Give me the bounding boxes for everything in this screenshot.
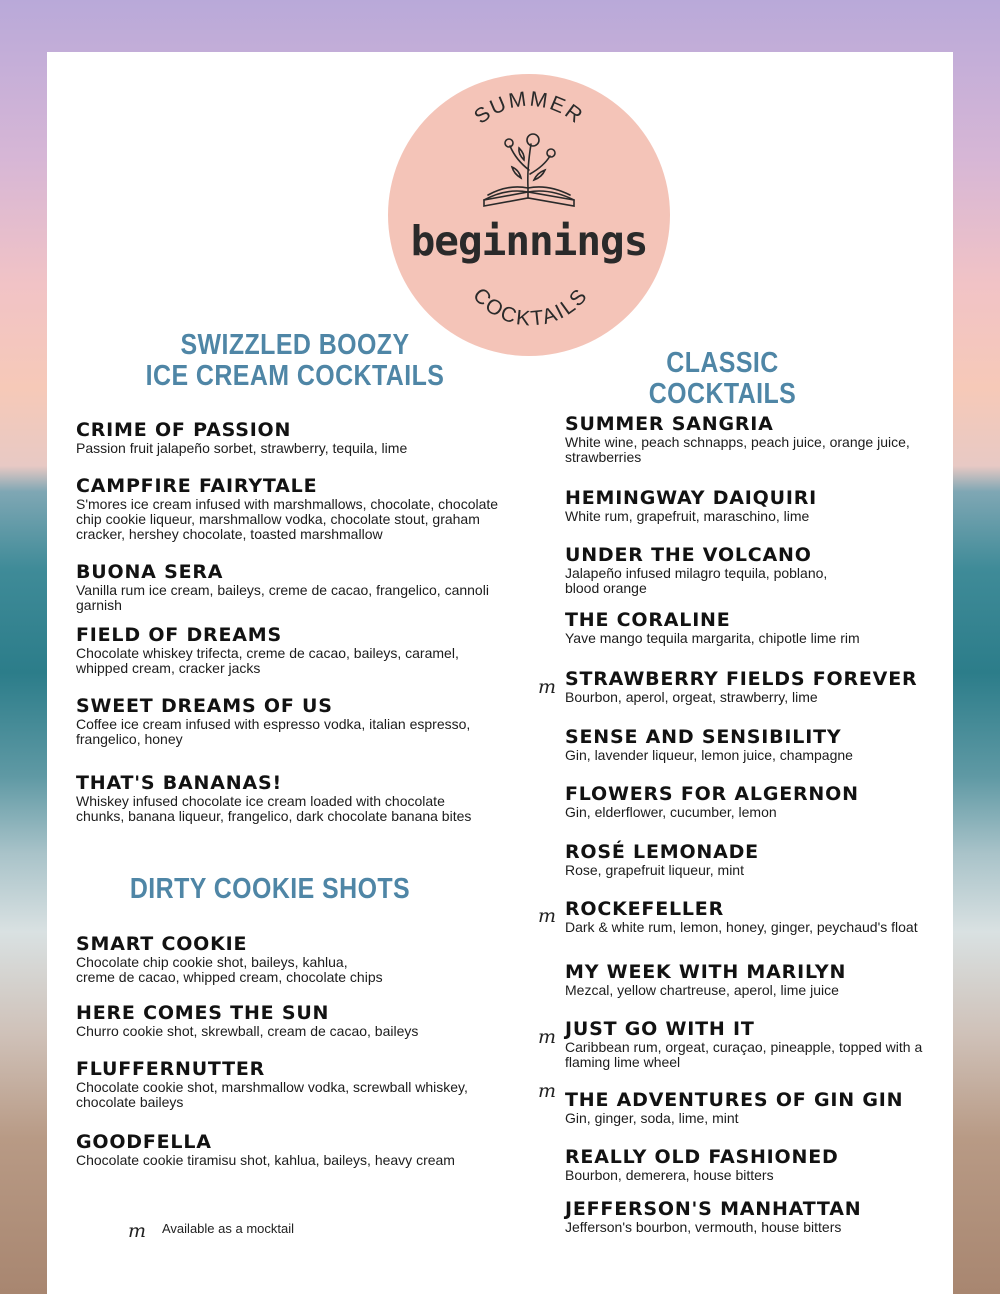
item-name: HERE COMES THE SUN — [76, 1002, 330, 1024]
item-desc: Passion fruit jalapeño sorbet, strawberry, tequila, lime — [76, 440, 408, 456]
item-desc: Dark & white rum, lemon, honey, ginger, peychaud's float — [565, 919, 918, 935]
menu-item — [565, 899, 918, 935]
mocktail-icon: m — [128, 1220, 147, 1242]
menu-item — [565, 842, 759, 878]
menu-item — [76, 476, 498, 542]
item-desc: strawberries — [565, 449, 642, 465]
item-desc: Chocolate cookie tiramisu shot, kahlua, baileys, heavy cream — [76, 1152, 455, 1168]
item-desc: S'mores ice cream infused with marshmallows, chocolate, chocolate — [76, 496, 499, 512]
item-desc: Rose, grapefruit liqueur, mint — [565, 862, 744, 878]
logo-art — [388, 74, 670, 356]
item-name: GOODFELLA — [76, 1131, 212, 1153]
item-desc: Bourbon, aperol, orgeat, strawberry, lime — [565, 689, 818, 705]
item-desc: Jalapeño infused milagro tequila, poblano, — [565, 565, 828, 581]
item-desc: chunks, banana liqueur, frangelico, dark chocolate banana bites — [76, 808, 472, 824]
item-desc: frangelico, honey — [76, 731, 183, 747]
menu-item — [76, 696, 470, 747]
logo-badge — [388, 74, 670, 356]
item-name: FLUFFERNUTTER — [76, 1058, 266, 1080]
logo-title: beginnings — [410, 217, 648, 265]
menu-item — [565, 1199, 861, 1235]
item-name: SMART COOKIE — [76, 933, 248, 955]
item-name: THE CORALINE — [565, 609, 731, 631]
mocktail-icon: m — [538, 676, 557, 698]
menu-item — [76, 1132, 455, 1168]
item-name: STRAWBERRY FIELDS FOREVER — [565, 668, 918, 690]
menu-item — [76, 773, 471, 824]
menu-item — [565, 962, 846, 998]
item-name: REALLY OLD FASHIONED — [565, 1146, 839, 1168]
item-desc: Gin, lavender liqueur, lemon juice, champagne — [565, 747, 853, 763]
menu-item — [76, 934, 383, 985]
item-name: FIELD OF DREAMS — [76, 624, 282, 646]
item-name: JUST GO WITH IT — [565, 1018, 755, 1040]
section-title-ice-cream — [93, 330, 497, 392]
mocktail-legend: Available as a mocktail — [162, 1221, 294, 1236]
item-desc: Jefferson's bourbon, vermouth, house bitters — [565, 1219, 842, 1235]
menu-item — [565, 669, 917, 705]
menu-item — [565, 1019, 922, 1070]
item-desc: cracker, hershey chocolate, toasted marshmallow — [76, 526, 383, 542]
item-name: JEFFERSON'S MANHATTAN — [565, 1198, 862, 1220]
item-name: CRIME OF PASSION — [76, 419, 292, 441]
item-desc: Coffee ice cream infused with espresso vodka, italian espresso, — [76, 716, 471, 732]
book-flower-icon — [484, 134, 574, 206]
item-name: SUMMER SANGRIA — [565, 413, 774, 435]
logo-bottom-text: COCKTAILS — [468, 283, 593, 331]
mocktail-icon: m — [538, 905, 557, 927]
item-name: SENSE AND SENSIBILITY — [565, 726, 842, 748]
section-title-line: ICE CREAM COCKTAILS — [145, 360, 445, 392]
menu-item — [76, 1003, 418, 1039]
mocktail-icon: m — [538, 1026, 557, 1048]
svg-text:SUMMER — [470, 87, 588, 128]
item-desc: Chocolate whiskey trifecta, creme de cacao, baileys, caramel, — [76, 645, 459, 661]
item-desc: Yave mango tequila margarita, chipotle lime rim — [565, 630, 860, 646]
menu-item — [565, 727, 853, 763]
section-title-line: SWIZZLED BOOZY — [180, 329, 410, 361]
menu-item — [565, 488, 817, 524]
item-name: THAT'S BANANAS! — [76, 772, 282, 794]
item-name: FLOWERS FOR ALGERNON — [565, 783, 859, 805]
item-name: SWEET DREAMS OF US — [76, 695, 333, 717]
item-name: MY WEEK WITH MARILYN — [565, 961, 847, 983]
item-desc: Bourbon, demerera, house bitters — [565, 1167, 774, 1183]
item-desc: blood orange — [565, 580, 647, 596]
item-name: BUONA SERA — [76, 561, 224, 583]
menu-item — [76, 420, 407, 456]
section-title-cookie-shots: DIRTY COOKIE SHOTS — [129, 873, 411, 905]
item-desc: creme de cacao, whipped cream, chocolate chips — [76, 969, 383, 985]
item-name: CAMPFIRE FAIRYTALE — [76, 475, 318, 497]
item-name: UNDER THE VOLCANO — [565, 544, 812, 566]
item-desc: Chocolate chip cookie shot, baileys, kahlua, — [76, 954, 348, 970]
item-desc: Gin, elderflower, cucumber, lemon — [565, 804, 777, 820]
section-title-classic: CLASSIC COCKTAILS — [648, 347, 797, 410]
item-desc: Whiskey infused chocolate ice cream loaded with chocolate — [76, 793, 445, 809]
menu-item — [565, 610, 860, 646]
item-name: ROSÉ LEMONADE — [565, 841, 759, 863]
item-name: THE ADVENTURES OF GIN GIN — [565, 1089, 904, 1111]
item-desc: chip cookie liqueur, marshmallow vodka, chocolate stout, graham — [76, 511, 480, 527]
item-desc: Caribbean rum, orgeat, curaçao, pineapple, topped with a — [565, 1039, 923, 1055]
item-desc: chocolate baileys — [76, 1094, 184, 1110]
item-desc: whipped cream, cracker jacks — [76, 660, 261, 676]
item-desc: Vanilla rum ice cream, baileys, creme de cacao, frangelico, cannoli — [76, 582, 489, 598]
item-name: ROCKEFELLER — [565, 898, 725, 920]
item-desc: White rum, grapefruit, maraschino, lime — [565, 508, 810, 524]
menu-item — [76, 562, 489, 613]
item-desc: Gin, ginger, soda, lime, mint — [565, 1110, 739, 1126]
item-desc: Chocolate cookie shot, marshmallow vodka, screwball whiskey, — [76, 1079, 468, 1095]
item-desc: Mezcal, yellow chartreuse, aperol, lime juice — [565, 982, 839, 998]
menu-item — [565, 545, 827, 596]
logo-top-text: SUMMER — [469, 87, 588, 129]
menu-item — [565, 1147, 839, 1183]
svg-text:COCKTAILS — [468, 284, 593, 331]
menu-item — [76, 625, 459, 676]
mocktail-icon: m — [538, 1080, 557, 1102]
item-desc: White wine, peach schnapps, peach juice, orange juice, — [565, 434, 910, 450]
item-name: HEMINGWAY DAIQUIRI — [565, 487, 818, 509]
item-desc: Churro cookie shot, skrewball, cream de cacao, baileys — [76, 1023, 419, 1039]
item-desc: garnish — [76, 597, 122, 613]
menu-item — [565, 784, 859, 820]
item-desc: flaming lime wheel — [565, 1054, 681, 1070]
menu-item — [565, 414, 910, 465]
menu-item — [565, 1090, 903, 1126]
menu-item — [76, 1059, 468, 1110]
